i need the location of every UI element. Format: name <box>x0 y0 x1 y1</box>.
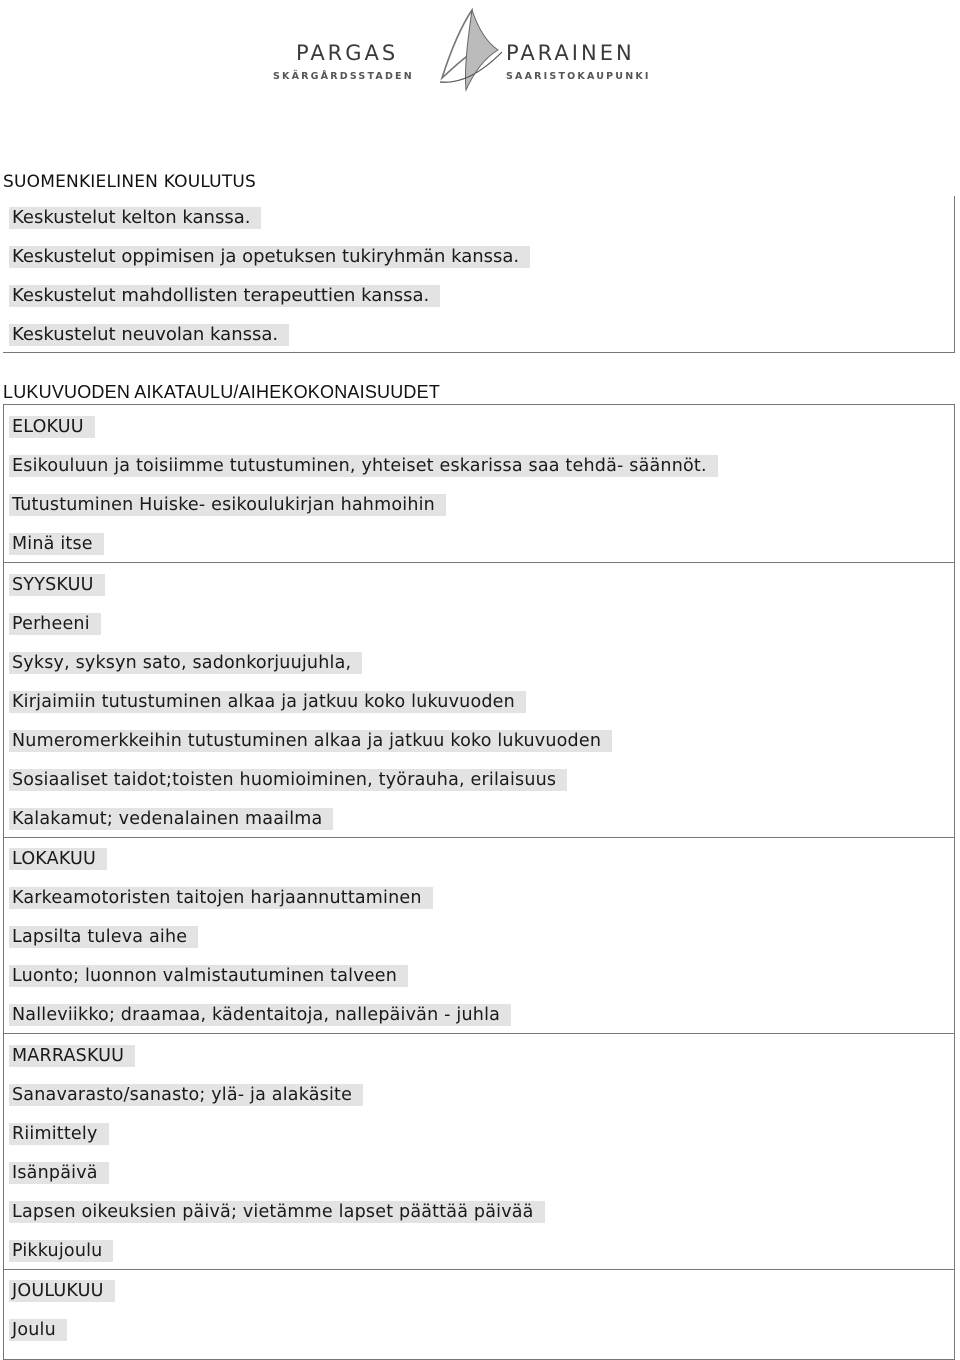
month-divider <box>3 837 955 838</box>
schedule-item: Esikouluun ja toisiimme tutustuminen, yhteiset eskarissa saa tehdä- säännöt. <box>9 455 718 477</box>
schedule-item: Sosiaaliset taidot;toisten huomioiminen, työrauha, erilaisuus <box>9 769 567 791</box>
section1-item: Keskustelut mahdollisten terapeuttien kanssa. <box>9 285 440 307</box>
schedule-item: Kirjaimiin tutustuminen alkaa ja jatkuu koko lukuvuoden <box>9 691 526 713</box>
month-name-marraskuu: MARRASKUU <box>9 1045 135 1067</box>
schedule-item: Tutustuminen Huiske- esikoulukirjan hahmoihin <box>9 494 446 516</box>
schedule-item: Nalleviikko; draamaa, kädentaitoja, nallepäivän - juhla <box>9 1004 511 1026</box>
section-heading-koulutus: SUOMENKIELINEN KOULUTUS <box>3 172 257 192</box>
schedule-item: Minä itse <box>9 533 104 555</box>
logo-word-pargas: PARGAS <box>296 41 399 65</box>
schedule-item: Perheeni <box>9 613 101 635</box>
logo-sub-skargardsstaden: SKÄRGÅRDSSTADEN <box>273 71 414 82</box>
section-heading-aikataulu: LUKUVUODEN AIKATAULU/AIHEKOKONAISUUDET <box>3 382 441 402</box>
month-divider <box>3 1269 955 1270</box>
schedule-item: Syksy, syksyn sato, sadonkorjuujuhla, <box>9 652 362 674</box>
section1-item: Keskustelut neuvolan kanssa. <box>9 324 289 346</box>
logo-sub-saaristokaupunki: SAARISTOKAUPUNKI <box>506 71 651 82</box>
sail-logo-icon <box>420 8 510 92</box>
schedule-item: Lapsen oikeuksien päivä; vietämme lapset päättää päivää <box>9 1201 545 1223</box>
month-name-joulukuu: JOULUKUU <box>9 1280 115 1302</box>
logo <box>270 8 650 88</box>
month-name-syyskuu: SYYSKUU <box>9 574 105 596</box>
logo-word-parainen: PARAINEN <box>506 41 635 65</box>
month-divider <box>3 1033 955 1034</box>
schedule-item: Riimittely <box>9 1123 109 1145</box>
section1-item: Keskustelut kelton kanssa. <box>9 207 261 229</box>
month-name-lokakuu: LOKAKUU <box>9 848 107 870</box>
month-divider <box>3 562 955 563</box>
schedule-item: Sanavarasto/sanasto; ylä- ja alakäsite <box>9 1084 363 1106</box>
schedule-item: Karkeamotoristen taitojen harjaannuttaminen <box>9 887 433 909</box>
schedule-item: Kalakamut; vedenalainen maailma <box>9 808 333 830</box>
schedule-item: Isänpäivä <box>9 1162 109 1184</box>
schedule-item: Joulu <box>9 1319 67 1341</box>
section1-item: Keskustelut oppimisen ja opetuksen tukiryhmän kanssa. <box>9 246 530 268</box>
month-name-elokuu: ELOKUU <box>9 416 95 438</box>
schedule-item: Pikkujoulu <box>9 1240 113 1262</box>
schedule-item: Numeromerkkeihin tutustuminen alkaa ja jatkuu koko lukuvuoden <box>9 730 612 752</box>
schedule-item: Luonto; luonnon valmistautuminen talveen <box>9 965 408 987</box>
schedule-item: Lapsilta tuleva aihe <box>9 926 198 948</box>
